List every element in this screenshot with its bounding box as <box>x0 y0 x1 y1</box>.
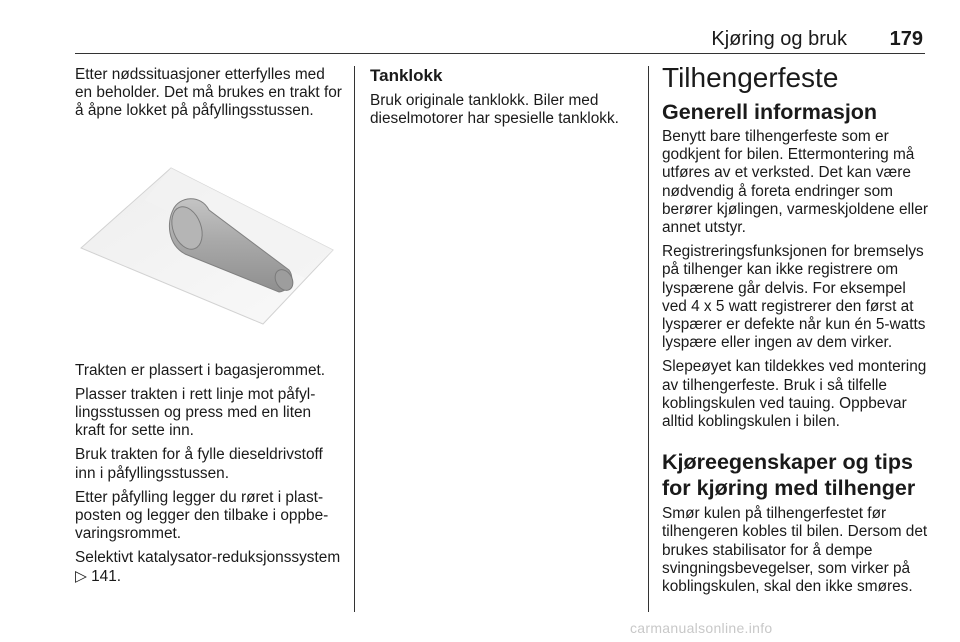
section-heading: Kjøreegenskaper og tips for kjøring med tilhenger <box>662 450 916 501</box>
paragraph: Etter påfylling legger du røret i plastposten og legger den tilbake i oppbevaringsrommet. <box>75 488 329 543</box>
paragraph: Etter nødssituasjoner etterfylles med en beholder. Det må brukes en trakt for å åpne lokket på påfyllingsstussen. <box>75 66 342 120</box>
column-divider-2 <box>648 66 649 612</box>
reference-text: Selektivt katalysator-reduksjonssystem <box>75 549 341 567</box>
funnel-illustration <box>75 138 339 346</box>
running-title: Kjøring og bruk <box>711 28 847 50</box>
header-rule <box>75 53 925 54</box>
paragraph: Trakten er plassert i bagasjerommet. <box>75 361 326 379</box>
column-divider-1 <box>354 66 355 612</box>
paragraph: Smør kulen på tilhengerfestet før tilhengeren kobles til bilen. Dersom det brukes stabilisator for å dempe svingningsbevegelser, som virker på koblingskulen, skal den ikke smøres. <box>662 505 928 596</box>
column-3 <box>662 62 930 602</box>
section-heading: Tanklokk <box>370 66 443 85</box>
page-header <box>75 28 925 52</box>
paragraph: Plasser trakten i rett linje mot påfyllingsstussen og press med en liten kraft for sette inn. <box>75 385 316 440</box>
column-2 <box>370 66 640 134</box>
paragraph: Benytt bare tilhengerfeste som er godkjent for bilen. Ettermontering må utføres av et verksted. Det kan være nødvendig å foreta endringer som berører kjølingen, varmeskjoldene eller annet utstyr. <box>662 128 929 237</box>
reference-triangle-icon: ▷ <box>75 567 87 585</box>
paragraph: Bruk originale tanklokk. Biler med dieselmotorer har spesielle tanklokk. <box>370 92 619 128</box>
column-1 <box>75 66 343 592</box>
section-heading: Generell informasjon <box>662 100 878 124</box>
chapter-heading: Tilhengerfeste <box>662 62 839 93</box>
watermark: carmanualsonline.info <box>630 620 773 636</box>
page-reference[interactable]: 141. <box>91 567 122 585</box>
paragraph: Slepeøyet kan tildekkes ved montering av tilhengerfeste. Bruk i så tilfelle koblingskulen ved tauing. Oppbevar alltid koblingskulen i bilen. <box>662 358 927 431</box>
paragraph <box>75 549 343 585</box>
paragraph: Registreringsfunksjonen for bremselys på tilhenger kan ikke registrere om lyspærene går delvis. For eksempel ved 4 x 5 watt registrerer den først at lyspærer er defekte når kun én 5-watts lyspære eller ingen av dem virker. <box>662 243 926 352</box>
page-number: 179 <box>889 28 923 50</box>
paragraph: Bruk trakten for å fylle dieseldrivstoff inn i påfyllingsstussen. <box>75 446 323 482</box>
